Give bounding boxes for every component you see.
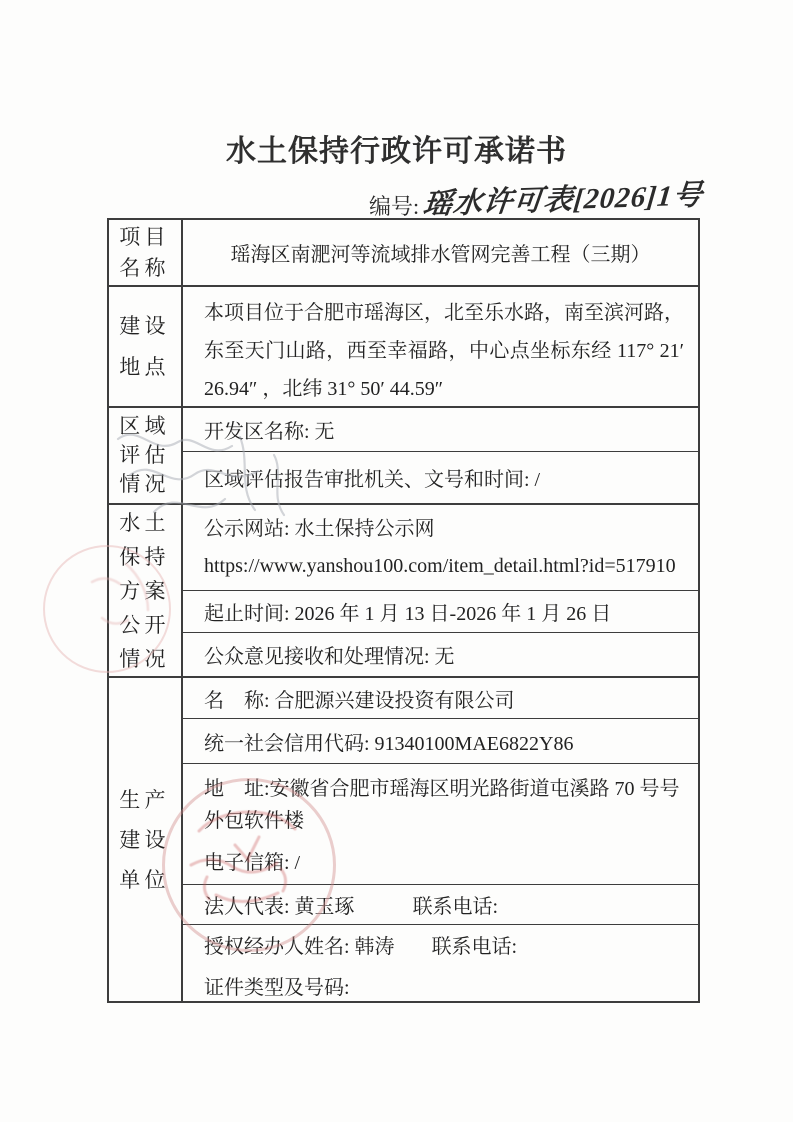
table-row-zone-evaluation: [109, 406, 698, 503]
owner-name-cell: 名 称: 合肥源兴建设投资有限公司: [204, 689, 515, 712]
legal-rep-cell: [183, 884, 698, 924]
location-value: 本项目位于合肥市瑶海区，北至乐水路，南至滨河路，东至天门山路，西至幸福路，中心点坐标东经 117° 21′ 26.94″ ，北纬 31° 50′ 44.59″: [204, 302, 684, 400]
table-row-plan-publicity: [109, 503, 698, 676]
credit-code-cell: 统一社会信用代码: 91340100MAE6822Y86: [183, 718, 698, 763]
email-line: 电子信箱: /: [204, 852, 301, 874]
legal-rep-phone: 联系电话:: [412, 896, 499, 918]
row-label-plan-publicity: 水土保持方案公开情况: [109, 505, 183, 676]
row-label-project-name: 项目名称: [109, 220, 183, 285]
publicity-site-line: 公示网站: 水土保持公示网: [204, 518, 435, 540]
project-name-value: 瑶海区南淝河等流域排水管网完善工程（三期）: [230, 244, 651, 266]
address-cell: [183, 763, 698, 884]
row-label-location: 建设地点: [109, 287, 183, 406]
address-line: 地 址:安徽省合肥市瑶海区明光路街道屯溪路 70 号号外包软件楼: [204, 778, 680, 832]
publicity-url: https://www.yanshou100.com/item_detail.html?id=517910: [204, 555, 676, 577]
row-label-zone-evaluation: 区域评估情况: [109, 408, 183, 503]
serial-label: 编号:: [369, 194, 420, 219]
serial-handwritten-value: 瑶水许可表[2026]1号: [421, 179, 705, 222]
zone-report-cell: 区域评估报告审批机关、文号和时间: /: [183, 451, 698, 503]
row-label-owner: 生产建设单位: [109, 678, 183, 1001]
publicity-feedback-cell: 公众意见接收和处理情况: 无: [183, 632, 698, 676]
serial-number-line: [369, 179, 705, 223]
id-type-line: 证件类型及号码:: [204, 977, 350, 999]
table-row-owner: [109, 676, 698, 1001]
legal-rep-name: 法人代表: 黄玉琢: [204, 896, 355, 918]
agent-name: 授权经办人姓名: 韩涛: [204, 936, 395, 958]
page-title: 水土保持行政许可承诺书: [226, 135, 567, 168]
agent-phone: 联系电话:: [431, 936, 518, 958]
application-table: [107, 218, 700, 1003]
table-row-location: [109, 285, 698, 406]
zone-name-cell: 开发区名称: 无: [204, 421, 335, 443]
agent-cell: [183, 924, 698, 1006]
table-row-project-name: [109, 220, 698, 285]
publicity-period-cell: 起止时间: 2026 年 1 月 13 日-2026 年 1 月 26 日: [183, 590, 698, 632]
publicity-site-cell: [183, 505, 698, 590]
